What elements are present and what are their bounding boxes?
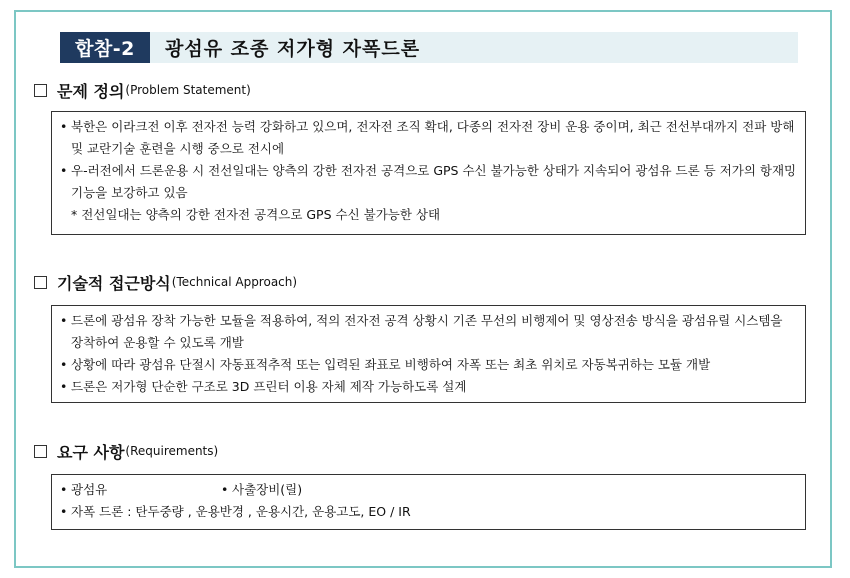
section-heading-requirements: [34, 440, 218, 462]
document-title: 광섬유 조종 저가형 자폭드론: [165, 38, 421, 60]
requirements-row: [60, 479, 797, 501]
bullet-icon: •: [60, 313, 68, 328]
section-heading-problem: [34, 79, 251, 101]
problem-panel: [51, 111, 806, 235]
list-item: [60, 310, 797, 354]
list-item: [60, 479, 221, 501]
bullet-icon: •: [60, 504, 68, 519]
list-item-text: 우-러전에서 드론운용 시 전선일대는 양측의 강한 전자전 공격으로 GPS 수신 불가능한 상태가 지속되어 광섬유 드론 등 저가의 항재밍 기능을 보강하고 있음: [71, 163, 797, 200]
section-title: 기술적 접근방식: [57, 273, 171, 293]
section-subtitle: (Technical Approach): [171, 275, 298, 289]
section-title: 문제 정의: [57, 81, 125, 101]
checkbox-icon: [34, 84, 47, 97]
list-item-text: 사출장비(릴): [232, 482, 303, 497]
footnote: * 전선일대는 양측의 강한 전자전 공격으로 GPS 수신 불가능한 상태: [71, 207, 441, 222]
technical-panel: [51, 305, 806, 403]
bullet-icon: •: [221, 482, 229, 497]
list-item-text: 북한은 이라크전 이후 전자전 능력 강화하고 있으며, 전자전 조직 확대, 다종의 전자전 장비 운용 중이며, 최근 전선부대까지 전파 방해 및 교란기술 훈련을 시행 중으로 전시에: [71, 119, 795, 156]
list-item-text: 드론은 저가형 단순한 구조로 3D 프린터 이용 자체 제작 가능하도록 설계: [71, 379, 467, 394]
list-item-text: 광섬유: [71, 482, 108, 497]
checkbox-icon: [34, 445, 47, 458]
list-item-text: 드론에 광섬유 장착 가능한 모듈을 적용하여, 적의 전자전 공격 상황시 기존 무선의 비행제어 및 영상전송 방식을 광섬유릴 시스템을 장착하여 운용할 수 있도록 개발: [71, 313, 783, 350]
list-item-text: 자폭 드론 : 탄두중량 , 운용반경 , 운용시간, 운용고도, EO / IR: [71, 504, 411, 519]
checkbox-icon: [34, 276, 47, 289]
list-item: [221, 479, 302, 501]
list-item: [60, 501, 797, 523]
bullet-icon: •: [60, 357, 68, 372]
requirements-panel: [51, 474, 806, 530]
list-item-text: 상황에 따라 광섬유 단절시 자동표적추적 또는 입력된 좌표로 비행하여 자폭 또는 최초 위치로 자동복귀하는 모듈 개발: [71, 357, 711, 372]
bullet-icon: •: [60, 482, 68, 497]
bullet-icon: •: [60, 163, 68, 178]
section-subtitle: (Problem Statement): [125, 83, 251, 97]
document-tag: 합참-2: [60, 32, 150, 63]
list-item: [60, 376, 797, 398]
section-heading-technical: [34, 271, 297, 293]
list-item: [60, 116, 797, 160]
bullet-icon: •: [60, 119, 68, 134]
section-title: 요구 사항: [57, 442, 125, 462]
bullet-icon: •: [60, 379, 68, 394]
section-subtitle: (Requirements): [125, 444, 219, 458]
list-item: [60, 160, 797, 204]
list-item: [60, 354, 797, 376]
